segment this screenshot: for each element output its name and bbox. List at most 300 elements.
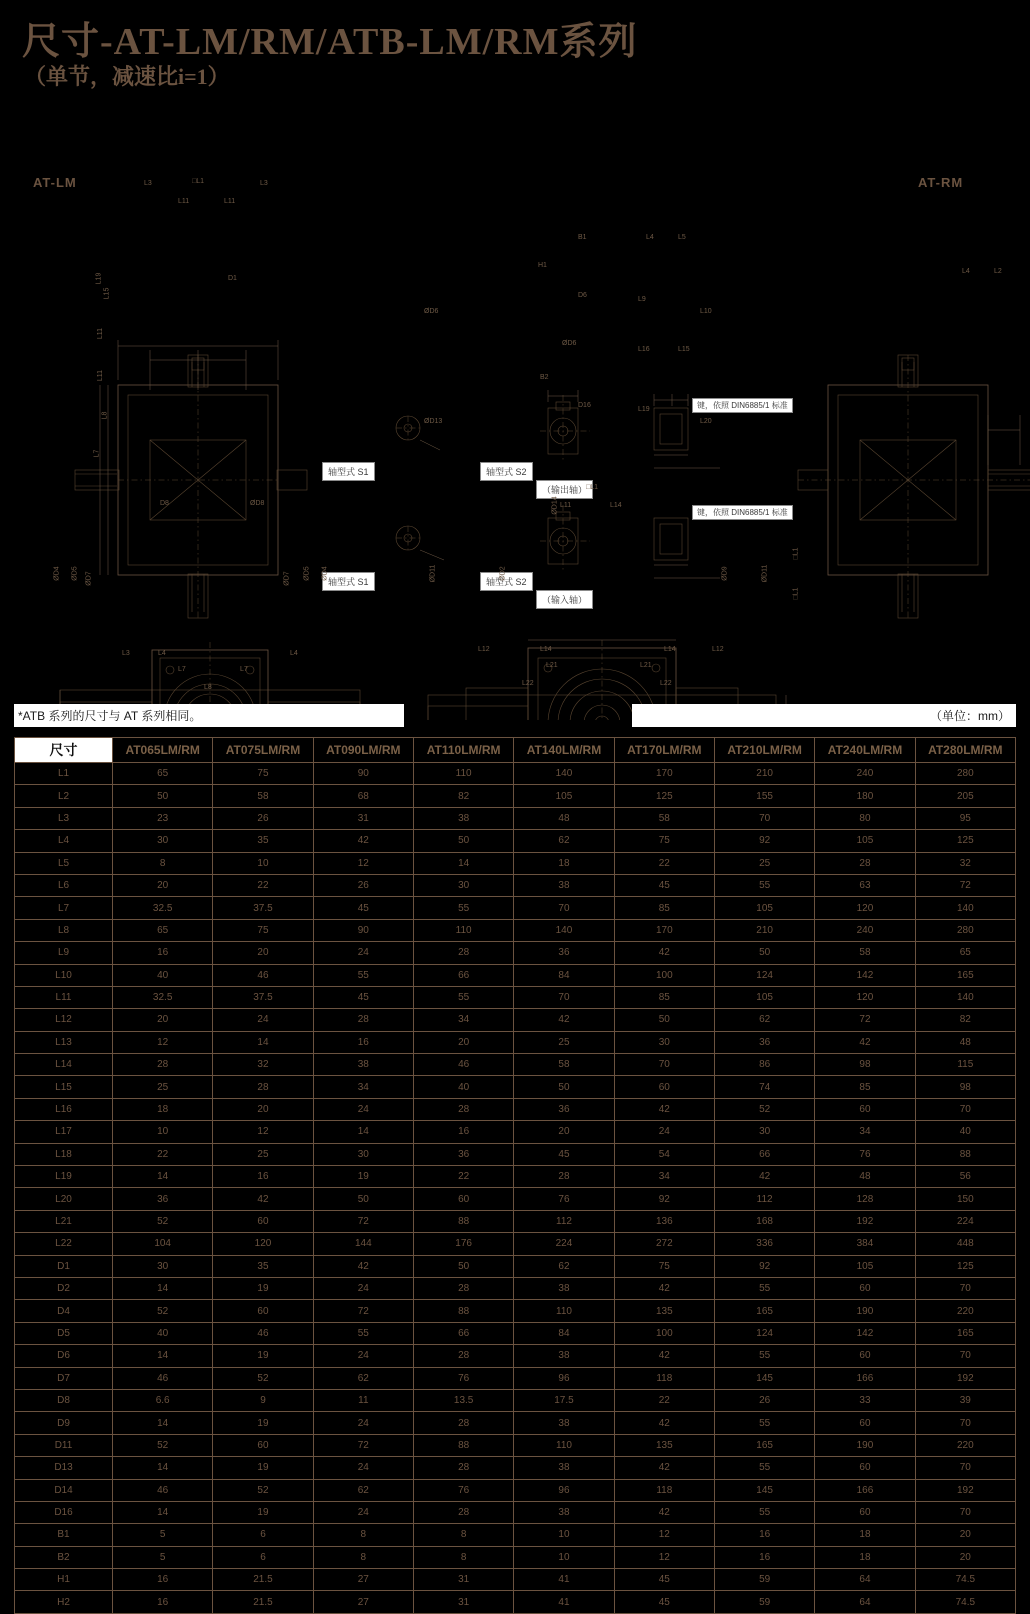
table-cell: 55 — [313, 964, 413, 986]
table-row-header: L20 — [15, 1188, 113, 1210]
dim-label: L14 — [610, 502, 622, 509]
table-cell: 14 — [113, 1501, 213, 1523]
table-cell: 72 — [313, 1300, 413, 1322]
dim-label: L11 — [97, 327, 105, 340]
table-cell: 6 — [213, 1524, 313, 1546]
dim-label: ØD8 — [250, 500, 265, 507]
page-subtitle: （单节，减速比i=1） — [24, 64, 230, 89]
callout-output-shaft: （输出轴） — [536, 480, 593, 499]
table-cell: 25 — [213, 1143, 313, 1165]
table-cell: 59 — [714, 1569, 814, 1591]
table-cell: 45 — [313, 986, 413, 1008]
table-cell: 64 — [815, 1591, 915, 1613]
table-row-header: D4 — [15, 1300, 113, 1322]
table-cell: 70 — [915, 1098, 1015, 1120]
table-cell: 34 — [413, 1009, 513, 1031]
table-cell: 72 — [915, 874, 1015, 896]
table-cell: 74.5 — [915, 1591, 1015, 1613]
dim-label: L3 — [144, 180, 152, 187]
table-cell: 28 — [815, 852, 915, 874]
table-cell: 24 — [313, 1345, 413, 1367]
table-row — [15, 1255, 1016, 1277]
table-cell: 35 — [213, 1255, 313, 1277]
table-cell: 30 — [113, 830, 213, 852]
table-cell: 125 — [915, 830, 1015, 852]
table-cell: 20 — [915, 1524, 1015, 1546]
table-cell: 105 — [815, 1255, 915, 1277]
table-cell: 32.5 — [113, 986, 213, 1008]
table-cell: 65 — [915, 942, 1015, 964]
table-cell: 8 — [413, 1524, 513, 1546]
table-cell: 30 — [413, 874, 513, 896]
table-header-row — [15, 738, 1016, 763]
table-cell: 336 — [714, 1233, 814, 1255]
dim-label: L5 — [678, 234, 686, 241]
table-cell: 118 — [614, 1367, 714, 1389]
table-cell: 92 — [714, 1255, 814, 1277]
dim-label: ØD5 — [303, 566, 311, 581]
table-cell: 10 — [113, 1121, 213, 1143]
table-row-header: L18 — [15, 1143, 113, 1165]
table-cell: 75 — [213, 919, 313, 941]
table-row — [15, 1569, 1016, 1591]
table-cell: 34 — [815, 1121, 915, 1143]
table-cell: 12 — [614, 1524, 714, 1546]
table-cell: 42 — [614, 1098, 714, 1120]
table-cell: 38 — [514, 1457, 614, 1479]
table-cell: 180 — [815, 785, 915, 807]
table-row — [15, 785, 1016, 807]
table-cell: 52 — [714, 1098, 814, 1120]
table-cell: 30 — [313, 1143, 413, 1165]
table-row-header: D6 — [15, 1345, 113, 1367]
table-cell: 31 — [413, 1569, 513, 1591]
table-cell: 60 — [213, 1434, 313, 1456]
table-cell: 220 — [915, 1434, 1015, 1456]
table-cell: 21.5 — [213, 1569, 313, 1591]
table-row — [15, 874, 1016, 896]
table-cell: 104 — [113, 1233, 213, 1255]
table-cell: 76 — [815, 1143, 915, 1165]
table-cell: 14 — [113, 1345, 213, 1367]
table-cell: 12 — [614, 1546, 714, 1568]
table-row — [15, 1277, 1016, 1299]
table-cell: 30 — [614, 1031, 714, 1053]
technical-drawing — [0, 150, 1030, 720]
table-cell: 41 — [514, 1591, 614, 1613]
table-cell: 40 — [113, 964, 213, 986]
table-cell: 59 — [714, 1591, 814, 1613]
dim-label: □L1 — [792, 547, 800, 560]
dim-label: ØD6 — [424, 308, 439, 315]
table-cell: 76 — [413, 1479, 513, 1501]
table-cell: 166 — [815, 1479, 915, 1501]
table-cell: 280 — [915, 763, 1015, 785]
table-cell: 24 — [313, 1277, 413, 1299]
table-cell: 85 — [614, 897, 714, 919]
callout-shaft-type-s1-top: 轴型式 S1 — [322, 462, 375, 481]
table-cell: 55 — [714, 1277, 814, 1299]
table-cell: 36 — [714, 1031, 814, 1053]
table-cell: 85 — [815, 1076, 915, 1098]
table-cell: 42 — [614, 942, 714, 964]
table-row — [15, 807, 1016, 829]
table-row-header: D13 — [15, 1457, 113, 1479]
table-cell: 63 — [815, 874, 915, 896]
table-cell: 205 — [915, 785, 1015, 807]
table-cell: 42 — [614, 1277, 714, 1299]
table-cell: 135 — [614, 1300, 714, 1322]
table-row — [15, 1546, 1016, 1568]
table-cell: 105 — [815, 830, 915, 852]
table-cell: 70 — [514, 897, 614, 919]
table-row — [15, 1143, 1016, 1165]
table-row — [15, 942, 1016, 964]
table-cell: 22 — [413, 1166, 513, 1188]
table-cell: 74 — [714, 1076, 814, 1098]
table-cell: 110 — [514, 1434, 614, 1456]
table-cell: 58 — [213, 785, 313, 807]
table-cell: 120 — [815, 986, 915, 1008]
table-cell: 16 — [113, 1591, 213, 1613]
table-cell: 24 — [313, 1501, 413, 1523]
table-row — [15, 852, 1016, 874]
dim-label: □L1 — [792, 587, 800, 600]
callout-shaft-type-s1-bottom: 轴型式 S1 — [322, 572, 375, 591]
table-header-cell: AT140LM/RM — [514, 738, 614, 763]
table-cell: 165 — [915, 964, 1015, 986]
table-row-header: D7 — [15, 1367, 113, 1389]
table-row-header: L7 — [15, 897, 113, 919]
table-cell: 16 — [714, 1546, 814, 1568]
table-cell: 16 — [413, 1121, 513, 1143]
table-cell: 16 — [313, 1031, 413, 1053]
table-cell: 20 — [213, 1098, 313, 1120]
table-cell: 92 — [614, 1188, 714, 1210]
table-cell: 46 — [113, 1479, 213, 1501]
table-row — [15, 1412, 1016, 1434]
table-cell: 36 — [514, 1098, 614, 1120]
table-cell: 24 — [313, 1412, 413, 1434]
table-cell: 72 — [313, 1434, 413, 1456]
table-row-header: D2 — [15, 1277, 113, 1299]
table-cell: 10 — [514, 1546, 614, 1568]
dim-label: L12 — [712, 646, 724, 653]
table-cell: 50 — [313, 1188, 413, 1210]
table-cell: 96 — [514, 1479, 614, 1501]
dim-label: ØD9 — [721, 566, 729, 581]
table-cell: 62 — [514, 1255, 614, 1277]
dim-label: L22 — [660, 680, 672, 687]
table-cell: 54 — [614, 1143, 714, 1165]
dim-label: L11 — [224, 198, 236, 205]
table-cell: 384 — [815, 1233, 915, 1255]
table-cell: 55 — [714, 1412, 814, 1434]
table-cell: 62 — [313, 1367, 413, 1389]
table-cell: 35 — [213, 830, 313, 852]
table-cell: 18 — [113, 1098, 213, 1120]
table-cell: 60 — [815, 1457, 915, 1479]
dimension-table — [14, 737, 1016, 1614]
table-cell: 145 — [714, 1367, 814, 1389]
table-row-header: L22 — [15, 1233, 113, 1255]
dim-label: L21 — [640, 662, 652, 669]
table-cell: 50 — [413, 1255, 513, 1277]
table-header-cell: AT065LM/RM — [113, 738, 213, 763]
table-cell: 65 — [113, 919, 213, 941]
table-cell: 42 — [313, 1255, 413, 1277]
table-cell: 60 — [815, 1098, 915, 1120]
table-cell: 8 — [113, 852, 213, 874]
table-cell: 32.5 — [113, 897, 213, 919]
table-cell: 70 — [915, 1412, 1015, 1434]
table-cell: 85 — [614, 986, 714, 1008]
dim-label: ØD11 — [429, 564, 437, 583]
table-cell: 50 — [514, 1076, 614, 1098]
table-cell: 176 — [413, 1233, 513, 1255]
table-cell: 72 — [313, 1210, 413, 1232]
table-cell: 10 — [213, 852, 313, 874]
table-cell: 142 — [815, 964, 915, 986]
table-cell: 82 — [413, 785, 513, 807]
table-row — [15, 1591, 1016, 1613]
table-cell: 74.5 — [915, 1569, 1015, 1591]
table-cell: 120 — [213, 1233, 313, 1255]
table-cell: 144 — [313, 1233, 413, 1255]
table-row-header: L2 — [15, 785, 113, 807]
table-cell: 115 — [915, 1054, 1015, 1076]
callout-shaft-type-s2-bottom: 轴型式 S2 — [480, 572, 533, 591]
table-row-header: L13 — [15, 1031, 113, 1053]
table-cell: 42 — [313, 830, 413, 852]
table-cell: 170 — [614, 919, 714, 941]
table-cell: 70 — [915, 1457, 1015, 1479]
table-cell: 16 — [113, 942, 213, 964]
dim-label: □L1 — [586, 484, 599, 491]
table-row-header: D16 — [15, 1501, 113, 1523]
table-cell: 8 — [313, 1546, 413, 1568]
table-cell: 20 — [915, 1546, 1015, 1568]
table-cell: 30 — [113, 1255, 213, 1277]
table-cell: 62 — [714, 1009, 814, 1031]
table-cell: 20 — [514, 1121, 614, 1143]
table-cell: 135 — [614, 1434, 714, 1456]
table-cell: 140 — [514, 763, 614, 785]
table-cell: 23 — [113, 807, 213, 829]
table-cell: 42 — [614, 1345, 714, 1367]
callout-key-standard-top: 键，依照 DIN6885/1 标准 — [692, 398, 793, 413]
table-cell: 240 — [815, 919, 915, 941]
table-cell: 110 — [514, 1300, 614, 1322]
table-row-header: L4 — [15, 830, 113, 852]
table-cell: 60 — [815, 1412, 915, 1434]
page-title: 尺寸-AT-LM/RM/ATB-LM/RM系列 — [22, 21, 638, 63]
dim-label: ØD2 — [499, 566, 507, 581]
table-cell: 5 — [113, 1524, 213, 1546]
table-cell: 192 — [815, 1210, 915, 1232]
table-row-header: L8 — [15, 919, 113, 941]
table-cell: 86 — [714, 1054, 814, 1076]
table-cell: 66 — [714, 1143, 814, 1165]
dim-label: L3 — [122, 650, 130, 657]
table-cell: 125 — [915, 1255, 1015, 1277]
table-cell: 16 — [113, 1569, 213, 1591]
table-row — [15, 1322, 1016, 1344]
table-cell: 55 — [313, 1322, 413, 1344]
table-cell: 19 — [213, 1457, 313, 1479]
table-row-header: D1 — [15, 1255, 113, 1277]
table-cell: 100 — [614, 1322, 714, 1344]
table-cell: 34 — [614, 1166, 714, 1188]
table-cell: 13.5 — [413, 1389, 513, 1411]
dim-label: ØD4 — [53, 566, 61, 581]
table-cell: 68 — [313, 785, 413, 807]
table-cell: 55 — [714, 874, 814, 896]
table-cell: 52 — [113, 1434, 213, 1456]
dim-label: ØD5 — [71, 566, 79, 581]
table-cell: 50 — [113, 785, 213, 807]
dim-label: ØD11 — [761, 564, 769, 583]
table-cell: 38 — [514, 874, 614, 896]
table-cell: 55 — [413, 897, 513, 919]
table-cell: 24 — [313, 942, 413, 964]
table-cell: 19 — [313, 1166, 413, 1188]
dim-label: L4 — [290, 650, 298, 657]
callout-input-shaft: （输入轴） — [536, 590, 593, 609]
dim-label: L15 — [103, 287, 111, 300]
table-cell: 16 — [213, 1166, 313, 1188]
table-cell: 20 — [113, 874, 213, 896]
table-row — [15, 986, 1016, 1008]
table-row-header: L16 — [15, 1098, 113, 1120]
table-cell: 14 — [113, 1277, 213, 1299]
table-cell: 9 — [213, 1389, 313, 1411]
table-cell: 70 — [714, 807, 814, 829]
table-cell: 165 — [915, 1322, 1015, 1344]
table-cell: 60 — [413, 1188, 513, 1210]
table-cell: 192 — [915, 1479, 1015, 1501]
table-cell: 70 — [915, 1277, 1015, 1299]
dim-label: L20 — [700, 418, 712, 425]
table-row-header: H2 — [15, 1591, 113, 1613]
table-cell: 26 — [313, 874, 413, 896]
dim-label: L9 — [638, 296, 646, 303]
table-cell: 32 — [915, 852, 1015, 874]
table-row-header: L12 — [15, 1009, 113, 1031]
view-label-at-lm: AT-LM — [33, 175, 77, 190]
table-cell: 72 — [815, 1009, 915, 1031]
table-cell: 66 — [413, 964, 513, 986]
dim-label: L8 — [204, 684, 212, 691]
table-cell: 62 — [313, 1479, 413, 1501]
table-cell: 28 — [313, 1009, 413, 1031]
table-cell: 12 — [313, 852, 413, 874]
table-cell: 42 — [815, 1031, 915, 1053]
table-cell: 36 — [514, 942, 614, 964]
table-cell: 38 — [514, 1277, 614, 1299]
table-row-header: B2 — [15, 1546, 113, 1568]
dim-label: L11 — [560, 502, 572, 509]
dim-label: L8 — [101, 411, 109, 420]
table-cell: 125 — [614, 785, 714, 807]
table-row — [15, 830, 1016, 852]
table-cell: 42 — [614, 1501, 714, 1523]
table-cell: 48 — [514, 807, 614, 829]
dim-label: D8 — [160, 500, 169, 507]
table-cell: 165 — [714, 1300, 814, 1322]
table-cell: 64 — [815, 1569, 915, 1591]
table-row — [15, 1121, 1016, 1143]
table-cell: 92 — [714, 830, 814, 852]
table-cell: 19 — [213, 1412, 313, 1434]
table-cell: 14 — [313, 1121, 413, 1143]
table-cell: 110 — [413, 919, 513, 941]
table-row-header: L11 — [15, 986, 113, 1008]
table-cell: 124 — [714, 964, 814, 986]
table-cell: 70 — [915, 1501, 1015, 1523]
table-cell: 210 — [714, 763, 814, 785]
table-cell: 65 — [113, 763, 213, 785]
table-cell: 42 — [614, 1412, 714, 1434]
table-cell: 36 — [413, 1143, 513, 1165]
table-cell: 45 — [614, 1569, 714, 1591]
table-cell: 19 — [213, 1277, 313, 1299]
dim-label: L2 — [994, 268, 1002, 275]
table-cell: 27 — [313, 1591, 413, 1613]
dim-label: L7 — [178, 666, 186, 673]
table-row — [15, 1479, 1016, 1501]
dim-label: H1 — [538, 262, 547, 269]
table-cell: 96 — [514, 1367, 614, 1389]
table-cell: 41 — [514, 1569, 614, 1591]
table-cell: 192 — [915, 1367, 1015, 1389]
table-cell: 140 — [514, 919, 614, 941]
table-row — [15, 919, 1016, 941]
table-cell: 17.5 — [514, 1389, 614, 1411]
table-cell: 55 — [714, 1457, 814, 1479]
dim-label: ØD13 — [424, 418, 443, 425]
table-cell: 150 — [915, 1188, 1015, 1210]
table-row-header: L21 — [15, 1210, 113, 1232]
table-row — [15, 1054, 1016, 1076]
dim-label: L16 — [638, 346, 650, 353]
dim-label: ØD7 — [283, 571, 291, 586]
dim-label: L14 — [540, 646, 552, 653]
table-cell: 6.6 — [113, 1389, 213, 1411]
table-row — [15, 1233, 1016, 1255]
table-cell: 28 — [213, 1076, 313, 1098]
dim-label: L4 — [158, 650, 166, 657]
table-row-header: L10 — [15, 964, 113, 986]
table-cell: 26 — [714, 1389, 814, 1411]
table-cell: 170 — [614, 763, 714, 785]
table-cell: 84 — [514, 1322, 614, 1344]
table-cell: 240 — [815, 763, 915, 785]
table-cell: 38 — [413, 807, 513, 829]
table-cell: 88 — [413, 1434, 513, 1456]
table-row — [15, 1524, 1016, 1546]
dim-label: D1 — [228, 275, 237, 282]
table-cell: 30 — [714, 1121, 814, 1143]
table-row-header: L9 — [15, 942, 113, 964]
table-cell: 45 — [614, 874, 714, 896]
table-cell: 190 — [815, 1300, 915, 1322]
table-cell: 27 — [313, 1569, 413, 1591]
dim-label: L19 — [638, 406, 650, 413]
table-row-header: L5 — [15, 852, 113, 874]
table-cell: 24 — [313, 1098, 413, 1120]
table-cell: 5 — [113, 1546, 213, 1568]
